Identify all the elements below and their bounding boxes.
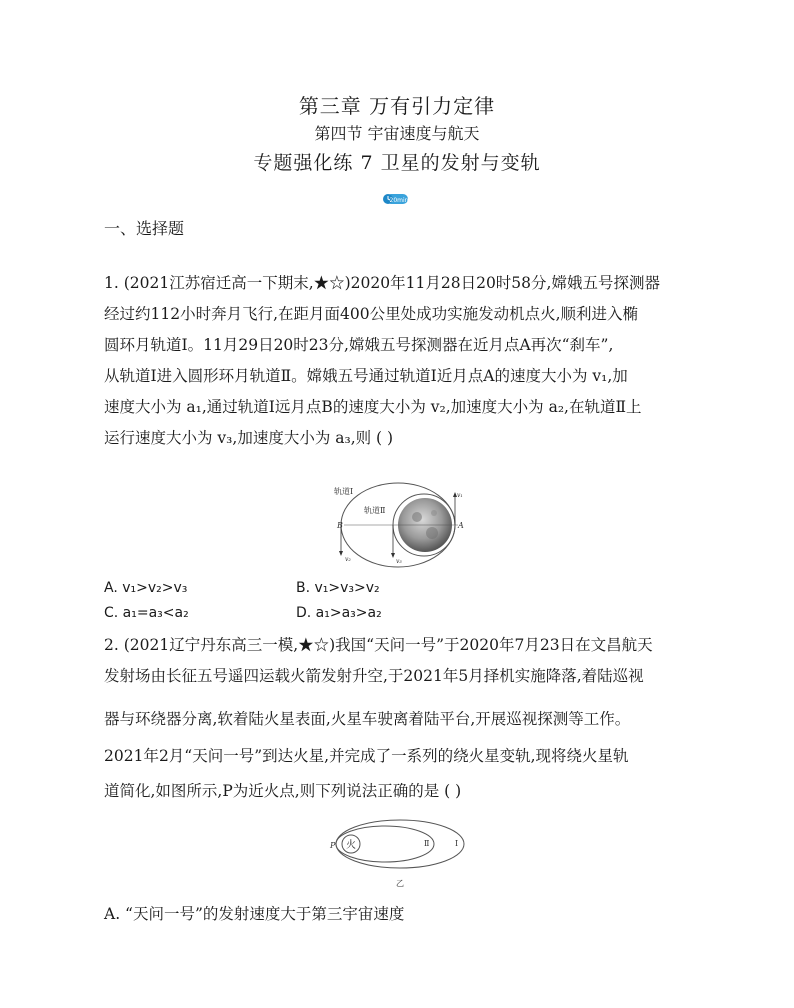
- q2-option-a[interactable]: A. “天问一号”的发射速度大于第三宇宙速度: [104, 905, 405, 923]
- figure-caption: 乙: [396, 879, 404, 888]
- q2-line-5: 道简化,如图所示,P为近火点,则下列说法正确的是 ( ): [104, 782, 462, 800]
- v1-label: v₁: [457, 492, 463, 499]
- section-title: 第四节 宇宙速度与航天: [314, 124, 480, 143]
- orbit-2-label: 轨道Ⅱ: [364, 506, 386, 515]
- point-b-label: B: [337, 521, 343, 530]
- q1-line-4: 从轨道Ⅰ进入圆形环月轨道Ⅱ。嫦娥五号通过轨道Ⅰ近月点A的速度大小为 v₁,加: [104, 367, 628, 385]
- point-a-label: A: [458, 521, 464, 530]
- q1-option-c[interactable]: C. a₁=a₃<a₂: [104, 605, 189, 621]
- q1-option-d[interactable]: D. a₁>a₃>a₂: [296, 605, 382, 621]
- orbit-figure-2: [326, 818, 474, 892]
- q1-line-3: 圆环月轨道Ⅰ。11月29日20时23分,嫦娥五号探测器在近月点A再次“刹车”,: [104, 336, 614, 354]
- q1-option-a[interactable]: A. v₁>v₂>v₃: [104, 580, 188, 596]
- mars-label: 火: [346, 840, 356, 851]
- q1-option-b[interactable]: B. v₁>v₃>v₂: [296, 580, 380, 596]
- q2-line-3: 器与环绕器分离,软着陆火星表面,火星车驶离着陆平台,开展巡视探测等工作。: [104, 710, 631, 728]
- q1-line-5: 速度大小为 a₁,通过轨道Ⅰ远月点B的速度大小为 v₂,加速度大小为 a₂,在轨道Ⅱ上: [104, 398, 642, 416]
- timer-icon: [383, 193, 409, 205]
- exercise-title: 专题强化练 7 卫星的发射与变轨: [253, 152, 541, 174]
- q1-line-2: 经过约112小时奔月飞行,在距月面400公里处成功实施发动机点火,顺利进入椭: [104, 305, 639, 323]
- point-p-label: P: [330, 841, 336, 850]
- timer-label: 20min: [389, 197, 409, 204]
- q2-line-1: 2. (2021辽宁丹东高三一模,★☆)我国“天问一号”于2020年7月23日在文昌航天: [104, 636, 653, 654]
- orbit-i-label: Ⅰ: [455, 839, 459, 848]
- orbit-ii-label: Ⅱ: [424, 839, 430, 848]
- q1-line-1: 1. (2021江苏宿迁高一下期末,★☆)2020年11月28日20时58分,嫦娥五号探测器: [104, 274, 660, 292]
- v2-label: v₂: [345, 556, 351, 563]
- q2-line-2: 发射场由长征五号遥四运载火箭发射升空,于2021年5月择机实施降落,着陆巡视: [104, 667, 644, 685]
- q2-line-4: 2021年2月“天问一号”到达火星,并完成了一系列的绕火星变轨,现将绕火星轨: [104, 747, 629, 765]
- orbit-1-label: 轨道Ⅰ: [334, 487, 354, 496]
- q1-line-6: 运行速度大小为 v₃,加速度大小为 a₃,则 ( ): [104, 429, 394, 447]
- v3-label: v₃: [396, 558, 402, 565]
- chapter-title: 第三章 万有引力定律: [298, 94, 496, 118]
- part-title: 一、选择题: [104, 219, 185, 238]
- orbit-figure-1: [322, 475, 470, 573]
